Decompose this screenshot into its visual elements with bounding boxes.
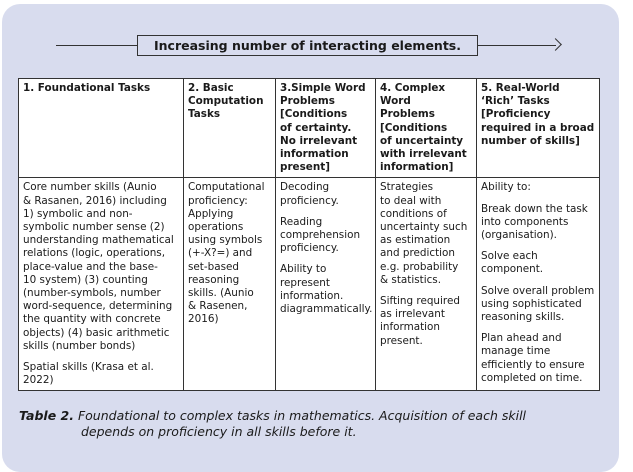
header-complex-word-problems: 4. Complex Word Problems [Conditions of uncertainty with irrelevant information]	[376, 79, 477, 178]
caption-text-line2: depends on proficiency in all skills before it.	[81, 424, 357, 439]
header-row	[19, 79, 600, 178]
header-foundational-tasks: 1. Foundational Tasks	[19, 79, 184, 178]
cell-complex-word-problems: Strategies to deal with conditions of uncertainty such as estimation and prediction e.g. probability & statistics. Sifting required as irrelevant information present.	[376, 178, 477, 391]
cell-foundational-tasks: Core number skills (Aunio & Rasanen, 2016) including 1) symbolic and non- symbolic number sense (2) understanding mathematical relations (logic, operations, place-value and the base- 10 system) (3) counting (number-symbols, number word-sequence, determining the quantity with concrete objects) (4) basic arithmetic skills (number bonds) Spatial skills (Krasa et al. 2022)	[19, 178, 184, 391]
banner-label: Increasing number of interacting elements.	[137, 35, 478, 56]
cell-real-world-tasks: Ability to: Break down the task into components (organisation). Solve each component. Solve overall problem using sophisticated reasoning skills. Plan ahead and manage time efficiently to ensure completed on time.	[477, 178, 600, 391]
content-row	[19, 178, 600, 391]
caption-text-line1: Foundational to complex tasks in mathematics. Acquisition of each skill	[74, 408, 527, 423]
cell-simple-word-problems: Decoding proficiency. Reading comprehension proficiency. Ability to represent information. diagrammatically.	[276, 178, 376, 391]
table-caption	[19, 408, 599, 440]
header-simple-word-problems: 3.Simple Word Problems [Conditions of certainty. No irrelevant information present]	[276, 79, 376, 178]
header-real-world-tasks: 5. Real-World ‘Rich’ Tasks [Proficiency required in a broad number of skills]	[477, 79, 600, 178]
caption-label: Table 2.	[19, 408, 74, 423]
header-basic-computation: 2. Basic Computation Tasks	[184, 79, 276, 178]
cell-basic-computation: Computational proficiency: Applying operations using symbols (+-X?=) and set-based reasoning skills. (Aunio & Rasenen, 2016)	[184, 178, 276, 391]
tasks-table	[18, 78, 600, 391]
